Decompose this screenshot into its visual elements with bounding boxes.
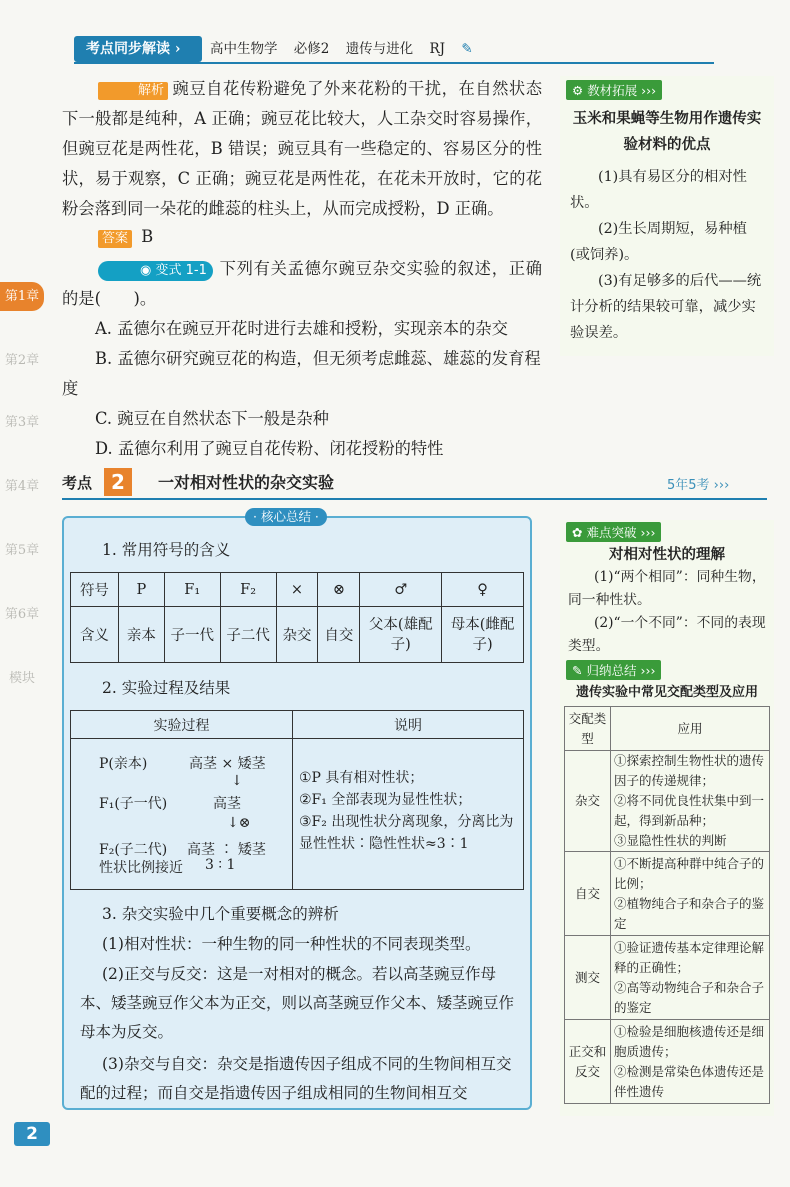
chapter-tab-3[interactable]: 第3章 <box>4 415 40 430</box>
extension-tag: ⚙ 教材拓展 ››› <box>566 80 662 100</box>
header-unit: 遗传与进化 <box>345 41 414 57</box>
variant-question <box>62 254 542 314</box>
answer-line <box>98 222 578 252</box>
process-f2-value: 高茎 ∶ 矮茎 <box>187 842 266 858</box>
process-ratio-label: 性状比例接近 <box>99 860 183 876</box>
core-summary-tag: · 核心总结 · <box>245 508 327 526</box>
difficulty-title: 对相对性状的理解 <box>609 547 725 563</box>
option-b: B. 孟德尔研究豌豆花的构造，但无须考虑雌蕊、雄蕊的发育程度 <box>62 349 541 398</box>
section-label: 考点 <box>62 474 93 492</box>
section-frequency: 5年5考 ››› <box>667 478 730 493</box>
chapter-tab-4[interactable]: 第4章 <box>4 479 40 494</box>
analysis-tag: 解析 <box>98 82 168 100</box>
difficulty-item-1: (1)“两个相同”：同种生物，同一种性状。 <box>568 569 766 608</box>
concept-1: (1)相对性状：一种生物的同一种性状的不同表现类型。 <box>102 935 481 953</box>
symbol-row: 符号 P F₁ F₂ × ⊗ ♂ ♀ <box>71 573 524 607</box>
mating-row: 测交 ①验证遗传基本定律理论解释的正确性； ②高等动物纯合子和杂合子的鉴定 <box>565 936 770 1020</box>
process-ratio: 3 ∶ 1 <box>205 857 236 873</box>
process-head: 实验过程 <box>71 711 293 739</box>
option-d: D. 孟德尔利用了豌豆自花传粉、闭花授粉的特性 <box>95 439 444 458</box>
core-heading-2: 2. 实验过程及结果 <box>102 679 231 697</box>
arrow-down-icon: ↓ <box>231 773 243 789</box>
section-title: 一对相对性状的杂交实验 <box>158 473 335 492</box>
difficulty-box <box>560 520 774 1116</box>
process-table <box>70 710 524 890</box>
concept-2: (2)正交与反交：这是一对相对的概念。若以高茎豌豆作母本、矮茎豌豆作父本为正交，则以高茎豌豆作父本、矮茎豌豆作母本为反交。 <box>80 965 515 1041</box>
process-cross: 高茎 × 矮茎 <box>189 756 266 772</box>
chapter-tab-2[interactable]: 第2章 <box>4 353 40 368</box>
notes-head: 说明 <box>293 711 524 739</box>
mating-row: 正交和反交 ①检验是细胞核遗传还是细胞质遗传； ②检测是常染色体遗传还是伴性遗传 <box>565 1020 770 1104</box>
option-c: C. 豌豆在自然状态下一般是杂种 <box>95 409 329 428</box>
analysis-paragraph <box>62 74 542 224</box>
process-notes: ①P 具有相对性状； ②F₁ 全部表现为显性性状； ③F₂ 出现性状分离现象，分离比为显性性状∶隐性性状≈3∶1 <box>293 739 524 890</box>
selfing-arrow-icon: ↓⊗ <box>227 815 251 831</box>
core-heading-1: 1. 常用符号的含义 <box>102 541 231 559</box>
summary-tag: ✎ 归纳总结 ››› <box>566 660 661 680</box>
chapter-tab-module[interactable]: 模块 <box>8 671 35 686</box>
chapter-tab-5[interactable]: 第5章 <box>4 543 40 558</box>
header-subject: 高中生物学 <box>210 41 278 57</box>
process-f1: F₁(子一代) <box>99 796 168 812</box>
process-f1-value: 高茎 <box>213 796 241 812</box>
difficulty-tag: ✿ 难点突破 ››› <box>566 522 661 542</box>
concept-3: (3)杂交与自交：杂交是指遗传因子组成不同的生物间相互交配的过程；而自交是指遗传因子组成相同的生物间相互交 <box>80 1055 512 1102</box>
process-f2: F₂(子二代) <box>99 842 168 858</box>
chapter-tab-1[interactable]: 第1章 <box>0 282 44 311</box>
header-rule <box>74 62 714 64</box>
extension-item-3: (3)有足够多的后代——统计分析的结果较可靠，减少实验误差。 <box>570 273 762 341</box>
variant-question-text: 下列有关孟德尔豌豆杂交实验的叙述，正确的是( )。 <box>62 259 542 308</box>
summary-title: 遗传实验中常见交配类型及应用 <box>575 685 758 700</box>
header-book: 必修2 <box>293 41 330 57</box>
symbol-table <box>70 572 524 663</box>
mating-type-table: 交配类型 应用 杂交 ①探索控制生物性状的遗传因子的传递规律； ②将不同优良性状集中到一起，得到新品种； ③显隐性性状的判断 自交 ①不断提高种群中纯合子的比例； ②植物纯合子和杂合子的鉴定 测交 ①验证遗传基本定律理论解释的正确性； ②高等动物纯合子和杂合子的鉴定 正交和反交 ①检验是细胞核遗传还是细胞质遗传； ②检测是常染色体遗传还是伴性遗传 <box>564 706 770 1104</box>
answer-value: B <box>141 227 154 246</box>
core-heading-3: 3. 杂交实验中几个重要概念的辨析 <box>102 905 339 923</box>
chapter-tab-6[interactable]: 第6章 <box>4 607 40 622</box>
page-number: 2 <box>14 1122 50 1146</box>
variant-tag: ◉ 变式 1-1 <box>98 261 213 281</box>
mating-row: 杂交 ①探索控制生物性状的遗传因子的传递规律； ②将不同优良性状集中到一起，得到新品种； ③显隐性性状的判断 <box>565 751 770 852</box>
meaning-row: 含义 亲本 子一代 子二代 杂交 自交 父本(雄配子) 母本(雌配子) <box>71 607 524 663</box>
header-info <box>210 38 485 60</box>
answer-tag: 答案 <box>98 230 132 248</box>
section-number: 2 <box>104 468 132 496</box>
process-p: P(亲本) <box>99 756 148 772</box>
header-tab: 考点同步解读 › <box>74 36 202 62</box>
mating-row: 自交 ①不断提高种群中纯合子的比例； ②植物纯合子和杂合子的鉴定 <box>565 852 770 936</box>
difficulty-item-2: (2)“一个不同”：不同的表现类型。 <box>568 615 766 654</box>
option-a: A. 孟德尔在豌豆开花时进行去雄和授粉，实现亲本的杂交 <box>95 319 508 338</box>
textbook-extension-box <box>560 76 774 356</box>
process-diagram <box>71 739 293 890</box>
header-edition: RJ <box>429 41 446 57</box>
extension-item-2: (2)生长周期短，易种植(或饲养)。 <box>570 221 747 263</box>
analysis-text: 豌豆自花传粉避免了外来花粉的干扰，在自然状态下一般都是纯种，A 正确；豌豆花比较大，人工杂交时容易操作，但豌豆花是两性花，B 错误；豌豆具有一些稳定的、容易区分的性状，易于观察，C 正确；豌豆花是两性花，在花未开放时，它的花粉会落到同一朵花的雌蕊的柱头上，从而完成授粉，D 正确。 <box>62 79 542 218</box>
extension-title: 玉米和果蝇等生物用作遗传实验材料的优点 <box>572 111 762 153</box>
pen-icon: ✎ <box>461 41 473 57</box>
extension-item-1: (1)具有易区分的相对性状。 <box>570 169 747 211</box>
